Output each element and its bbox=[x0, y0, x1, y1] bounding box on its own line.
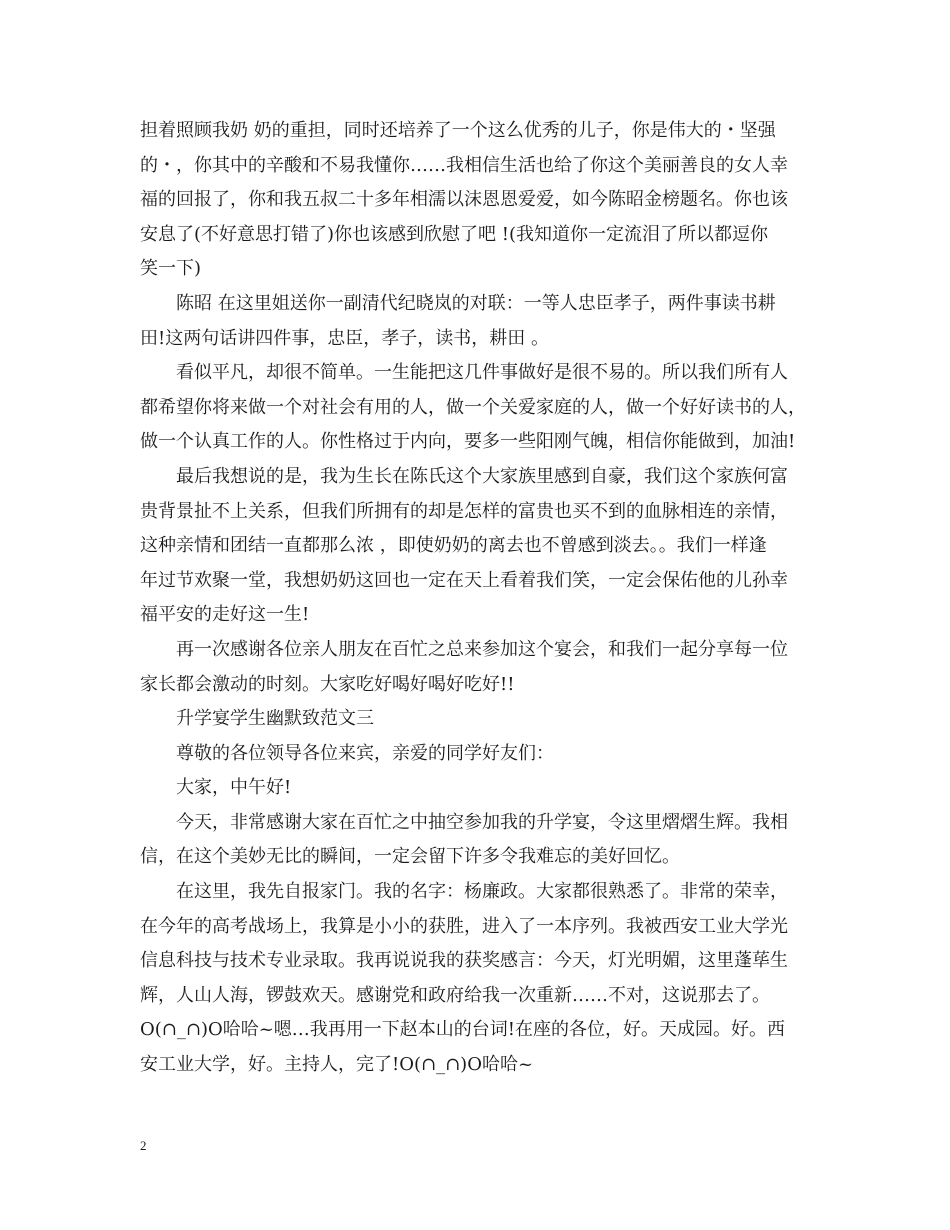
text-line: 安息了(不好意思打错了)你也该感到欣慰了吧 !(我知道你一定流泪了所以都逗你 bbox=[140, 223, 769, 245]
page-number: 2 bbox=[140, 1138, 147, 1153]
text-line: O(∩_∩)O哈哈~嗯…我再用一下赵本山的台词!在座的各位，好。天成园。好。西 bbox=[140, 1019, 786, 1041]
text-line: 这种亲情和团结一直都那么浓 ，即使奶奶的离去也不曾感到淡去。。我们一样逢 bbox=[140, 535, 767, 557]
text-line: 福平安的走好这一生! bbox=[140, 604, 310, 626]
text-line: 笑一下) bbox=[140, 258, 202, 280]
text-line: 都希望你将来做一个对社会有用的人，做一个关爱家庭的人，做一个好好读书的人， bbox=[140, 396, 806, 418]
text-line: 担着照顾我奶 奶的重担，同时还培养了一个这么优秀的儿子，你是伟大的・坚强 bbox=[140, 120, 776, 141]
text-line: 最后我想说的是，我为生长在陈氏这个大家族里感到自豪，我们这个家族何富 bbox=[176, 465, 788, 487]
text-line: 田!这两句话讲四件事，忠臣，孝子，读书，耕田 。 bbox=[140, 327, 549, 349]
text-line: 看似平凡，却很不简单。一生能把这几件事做好是很不易的。所以我们所有人 bbox=[176, 362, 788, 384]
text-line: 在今年的高考战场上，我算是小小的获胜，进入了一本序列。我被西安工业大学光 bbox=[140, 915, 788, 937]
text-line: 今天，非常感谢大家在百忙之中抽空参加我的升学宴，令这里熠熠生辉。我相 bbox=[176, 811, 788, 833]
text-line: 年过节欢聚一堂，我想奶奶这回也一定在天上看着我们笑，一定会保佑他的儿孙幸 bbox=[140, 569, 788, 591]
text-line: 贵背景扯不上关系，但我们所拥有的却是怎样的富贵也买不到的血脉相连的亲情， bbox=[140, 500, 788, 522]
text-line: 尊敬的各位领导各位来宾，亲爱的同学好友们： bbox=[176, 742, 554, 764]
text-line: 再一次感谢各位亲人朋友在百忙之总来参加这个宴会，和我们一起分享每一位 bbox=[176, 638, 788, 660]
text-line: 在这里，我先自报家门。我的名字：杨廉政。大家都很熟悉了。非常的荣幸， bbox=[176, 881, 788, 903]
document-body bbox=[140, 114, 830, 1083]
text-line: 大家，中午好! bbox=[176, 777, 292, 799]
text-line: 做一个认真工作的人。你性格过于内向，要多一些阳刚气魄，相信你能做到，加油! bbox=[140, 431, 796, 453]
text-line: 福的回报了，你和我五叔二十多年相濡以沫恩恩爱爱，如今陈昭金榜题名。你也该 bbox=[140, 189, 788, 211]
text-line: 信息科技与技术专业录取。我再说说我的获奖感言：今天，灯光明媚，这里蓬荜生 bbox=[140, 950, 788, 972]
text-line: 辉，人山人海，锣鼓欢天。感谢党和政府给我一次重新……不对，这说那去了。 bbox=[140, 984, 770, 1006]
text-line: 陈昭 在这里姐送你一副清代纪晓岚的对联：一等人忠臣孝子，两件事读书耕 bbox=[176, 292, 776, 314]
text-line: 安工业大学，好。主持人，完了!O(∩_∩)O哈哈~ bbox=[140, 1054, 534, 1076]
text-line: 家长都会激动的时刻。大家吃好喝好喝好吃好!! bbox=[140, 673, 515, 695]
text-line: 的・，你其中的辛酸和不易我懂你……我相信生活也给了你这个美丽善良的女人幸 bbox=[140, 154, 788, 176]
text-line: 信，在这个美妙无比的瞬间，一定会留下许多令我难忘的美好回忆。 bbox=[140, 846, 680, 868]
text-line: 升学宴学生幽默致范文三 bbox=[176, 708, 374, 730]
